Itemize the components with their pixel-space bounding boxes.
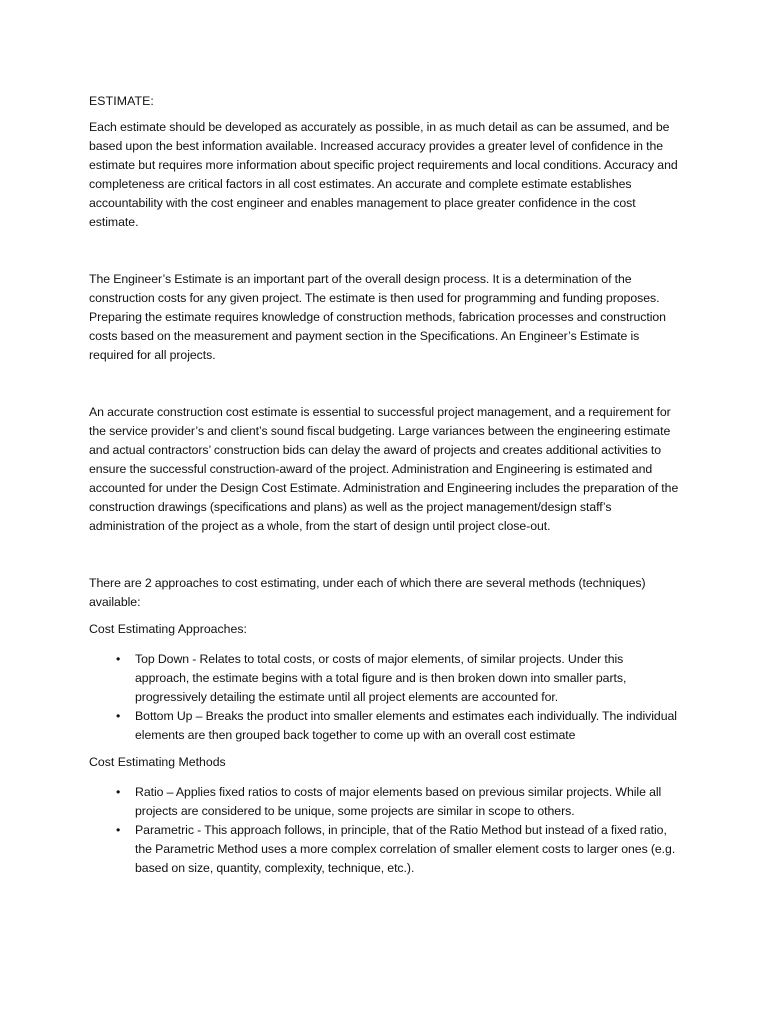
paragraph-engineers-estimate: The Engineer’s Estimate is an important part of the overall design process. It is a determination of the construction costs for any given project. The estimate is then used for programming and funding proposes. Preparing the estimate requires knowledge of construction methods, fabrication processes and construction costs based on the measurement and payment section in the Specifications. An Engineer’s Estimate is required for all projects.: [89, 272, 666, 362]
spacer: [89, 232, 680, 270]
bullet-icon: •: [116, 652, 121, 666]
list-item-text: Bottom Up – Breaks the product into smaller elements and estimates each individually. The individual elements are then grouped back together to come up with an overall cost estimate: [135, 709, 677, 742]
list-item: [89, 783, 680, 821]
spacer: [89, 772, 680, 783]
list-item: [89, 707, 680, 745]
list-item: [89, 650, 680, 707]
bullet-icon: •: [116, 823, 121, 837]
paragraph-construction-cost: An accurate construction cost estimate is essential to successful project management, and a requirement for the service provider’s and client’s sound fiscal budgeting. Large variances between the engineering estimate and actual contractors’ construction bids can delay the award of projects and creates additional activities to ensure the successful construction-award of the project. Administration and Engineering is estimated and accounted for under the Design Cost Estimate. Administration and Engineering includes the preparation of the construction drawings (specifications and plans) as well as the project management/design staff’s administration of the project as a whole, from the start of design until project close-out.: [89, 405, 679, 533]
spacer: [89, 365, 680, 403]
spacer: [89, 745, 680, 753]
list-item-text: Parametric - This approach follows, in principle, that of the Ratio Method but instead of a fixed ratio, the Parametric Method uses a more complex correlation of smaller element costs to larger ones (e.g. based on size, quantity, complexity, technique, etc.).: [135, 823, 676, 875]
spacer: [89, 639, 680, 650]
document-title: ESTIMATE:: [89, 94, 154, 108]
spacer: [89, 536, 680, 574]
list-item: [89, 821, 680, 878]
approaches-list: [89, 650, 680, 745]
methods-heading: Cost Estimating Methods: [89, 755, 226, 769]
bullet-icon: •: [116, 785, 121, 799]
list-item-text: Top Down - Relates to total costs, or costs of major elements, of similar projects. Under this approach, the estimate begins with a total figure and is then broken down into smaller parts, progressively detailing the estimate until all project elements are accounted for.: [135, 652, 627, 704]
bullet-icon: •: [116, 709, 121, 723]
spacer: [89, 612, 680, 620]
paragraph-accuracy: Each estimate should be developed as accurately as possible, in as much detail as can be assumed, and be based upon the best information available. Increased accuracy provides a greater level of confidence in the estimate but requires more information about specific project requirements and local conditions. Accuracy and completeness are critical factors in all cost estimates. An accurate and complete estimate establishes accountability with the cost engineer and enables management to place greater confidence in the cost estimate.: [89, 120, 678, 229]
list-item-text: Ratio – Applies fixed ratios to costs of major elements based on previous similar projects. While all projects are considered to be unique, some projects are similar in scope to others.: [135, 785, 662, 818]
methods-list: [89, 783, 680, 878]
approaches-heading: Cost Estimating Approaches:: [89, 622, 247, 636]
paragraph-two-approaches: There are 2 approaches to cost estimating, under each of which there are several methods (techniques) available:: [89, 576, 646, 609]
